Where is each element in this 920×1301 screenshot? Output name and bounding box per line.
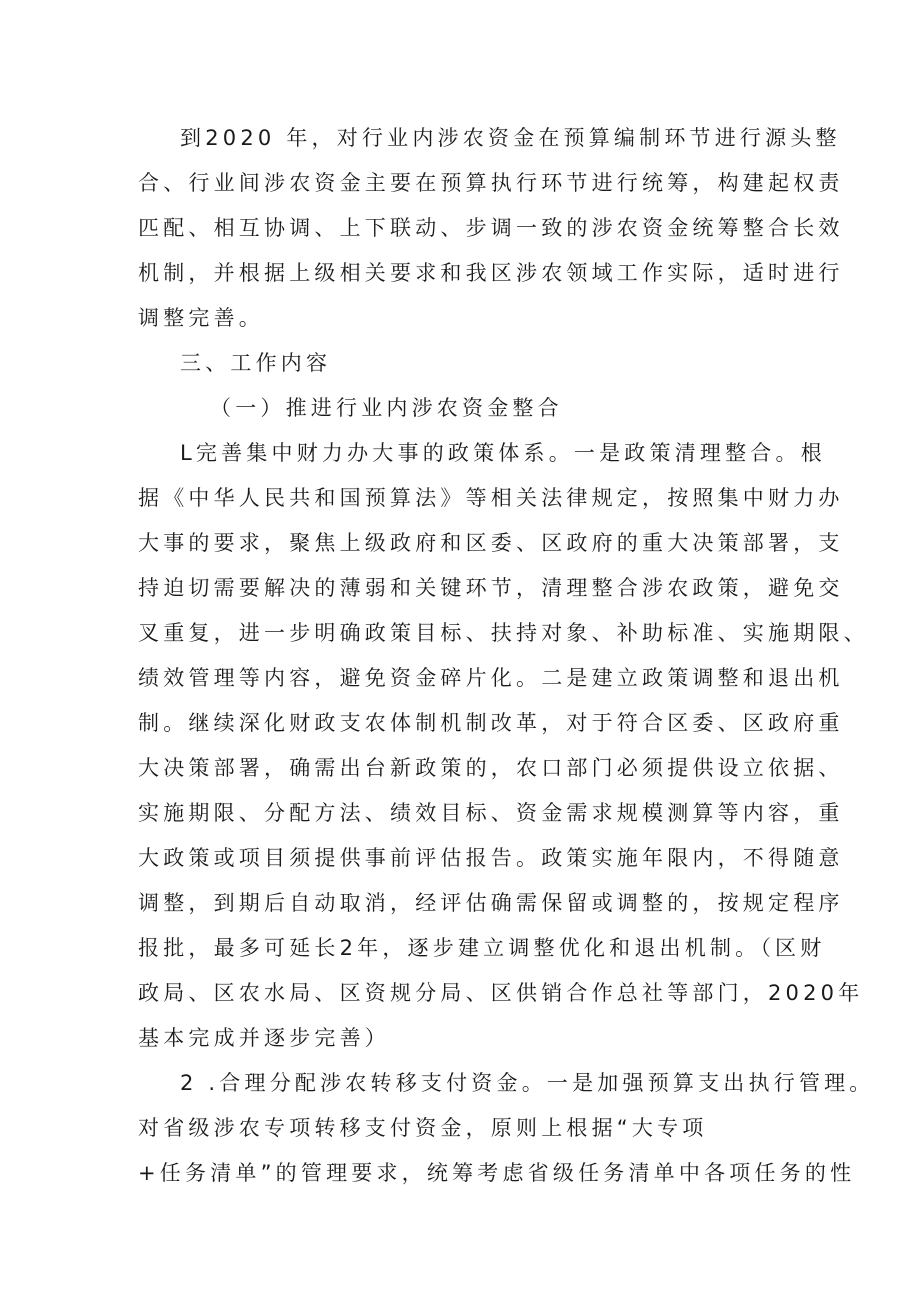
subsection-heading: （一）推进行业内涉农资金整合 (210, 396, 563, 420)
paragraph-line: 机制，并根据上级相关要求和我区涉农领域工作实际，适时进行 (138, 261, 844, 285)
paragraph-line: L完善集中财力办大事的政策体系。一是政策清理整合。根 (180, 441, 826, 465)
paragraph-line: 大政策或项目须提供事前评估报告。政策实施年限内，不得随意 (138, 846, 844, 870)
paragraph-line: 据《中华人民共和国预算法》等相关法律规定，按照集中财力办 (138, 486, 844, 510)
paragraph-line: 匹配、相互协调、上下联动、步调一致的涉农资金统筹整合长效 (138, 216, 844, 240)
paragraph-line: 2 .合理分配涉农转移支付资金。一是加强预算支出执行管理。 (180, 1071, 875, 1095)
paragraph-line: 调整，到期后自动取消，经评估确需保留或调整的，按规定程序 (138, 891, 844, 915)
paragraph-line: 持迫切需要解决的薄弱和关键环节，清理整合涉农政策，避免交 (138, 576, 844, 600)
paragraph-line: 叉重复，进一步明确政策目标、扶持对象、补助标准、实施期限、 (138, 621, 869, 645)
paragraph-line: 到2020 年，对行业内涉农资金在预算编制环节进行源头整 (180, 126, 841, 150)
paragraph-line: +任务清单”的管理要求，统筹考虑省级任务清单中各项任务的性 (138, 1161, 856, 1185)
paragraph-line: 合、行业间涉农资金主要在预算执行环节进行统筹，构建起权责 (138, 171, 844, 195)
paragraph-line: 基本完成并逐步完善） (138, 1026, 390, 1050)
paragraph-line: 大事的要求，聚焦上级政府和区委、区政府的重大决策部署，支 (138, 531, 844, 555)
paragraph-line: 对省级涉农专项转移支付资金，原则上根据“大专项 (138, 1116, 708, 1140)
section-heading: 三、工作内容 (180, 351, 332, 375)
paragraph-line: 绩效管理等内容，避免资金碎片化。二是建立政策调整和退出机 (138, 666, 844, 690)
paragraph-line: 调整完善。 (138, 306, 264, 330)
paragraph-line: 政局、区农水局、区资规分局、区供销合作总社等部门，2020年 (138, 981, 864, 1005)
paragraph-line: 制。继续深化财政支农体制机制改革，对于符合区委、区政府重 (138, 711, 844, 735)
paragraph-line: 报批，最多可延长2年，逐步建立调整优化和退出机制。（区财 (138, 936, 826, 960)
paragraph-line: 实施期限、分配方法、绩效目标、资金需求规模测算等内容，重 (138, 801, 844, 825)
paragraph-line: 大决策部署，确需出台新政策的，农口部门必须提供设立依据、 (138, 756, 844, 780)
